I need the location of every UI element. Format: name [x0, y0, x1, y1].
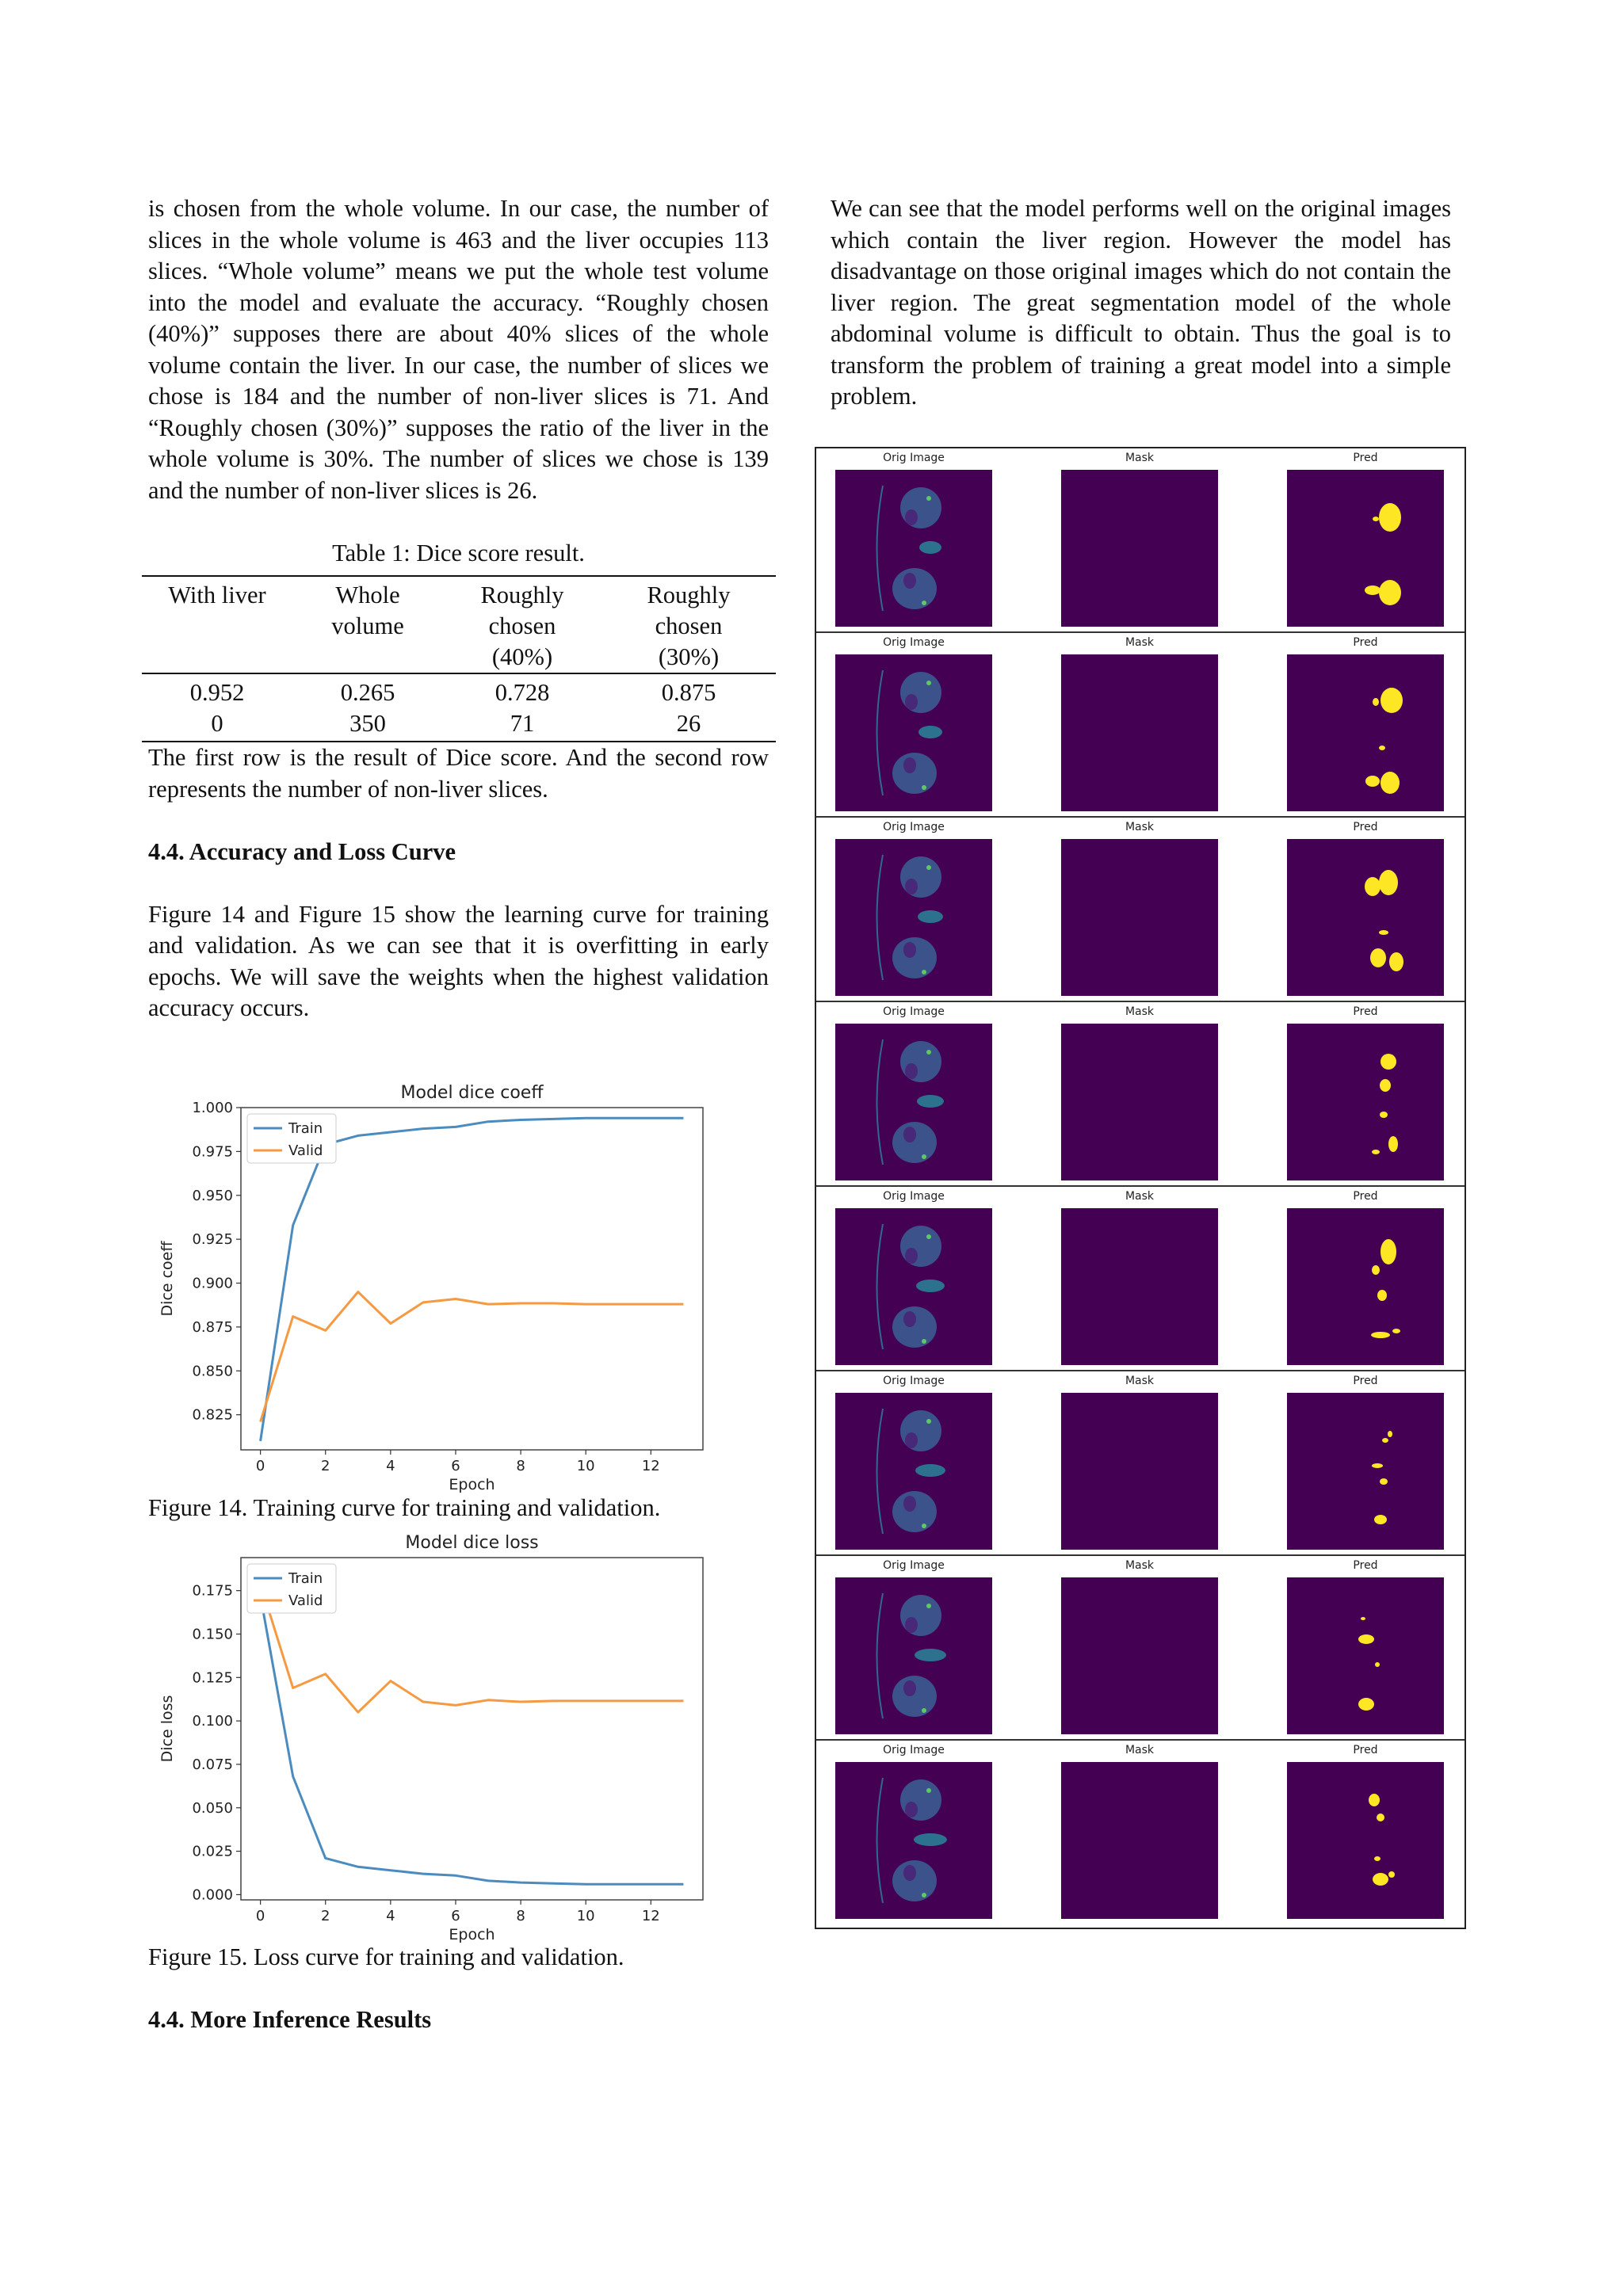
x-tick-label: 10 [576, 1458, 595, 1474]
legend-label: Train [288, 1570, 323, 1587]
body-paragraph: is chosen from the whole volume. In our case, the number of slices in the whole volume is 463 and the liver occupies 113 slices. “Whole volume” means we put the whole test volume into the model and evaluate the accuracy. “Roughly chosen (40%)” supposes there are about 40% slices of the whole volume contain the liver. In our case, the number of slices we chose is 184 and the number of non-liver slices is 71. And “Roughly chosen (30%)” supposes the ratio of the liver in the whole volume is 30%. The number of slices we chose is 139 and the number of non-liver slices is 26. [148, 195, 769, 504]
prediction-region [1375, 1662, 1380, 1667]
panel-title: Mask [1125, 1744, 1155, 1756]
prediction-image [1287, 470, 1444, 627]
table-caption: Table 1: Dice score result. [332, 539, 585, 566]
bright-spot [926, 1604, 931, 1608]
y-tick-label: 0.125 [192, 1669, 233, 1687]
prediction-region [1380, 1478, 1388, 1485]
body-outline [877, 1224, 884, 1349]
prediction-image [1287, 1577, 1444, 1734]
x-axis-label: Epoch [449, 1926, 495, 1943]
table-header-row [142, 576, 776, 673]
panel-graphic [1061, 1577, 1218, 1734]
prediction-region [1381, 772, 1400, 794]
panel-title: Mask [1125, 1375, 1155, 1387]
table-note: The first row is the result of Dice score. And the second row represents the number of non-liver slices. [148, 744, 769, 803]
y-tick-label: 0.150 [192, 1626, 233, 1643]
y-tick-label: 0.950 [192, 1187, 233, 1204]
panel-graphic [1287, 470, 1444, 627]
inference-row [816, 1371, 1465, 1556]
panel-graphic [1287, 1762, 1444, 1919]
prediction-region [1358, 1634, 1374, 1644]
dice-loss-chart [148, 1527, 774, 1943]
prediction-region [1388, 1431, 1392, 1437]
panel-graphic [1061, 1208, 1218, 1365]
x-tick-label: 0 [255, 1458, 265, 1474]
left-column [148, 193, 769, 1024]
panel-title: Pred [1353, 1744, 1378, 1756]
body-outline [877, 486, 884, 611]
dark-region [905, 1617, 918, 1633]
legend-label: Valid [288, 1592, 323, 1609]
body-outline [877, 1039, 884, 1165]
prediction-region [1373, 1873, 1388, 1886]
y-tick-label: 0.875 [192, 1318, 233, 1336]
section-heading: 4.4. More Inference Results [148, 2006, 432, 2033]
mask-image [1061, 654, 1218, 811]
panel-graphic [835, 654, 992, 811]
y-tick-label: 0.075 [192, 1756, 233, 1773]
x-tick-label: 0 [255, 1908, 265, 1924]
inference-results-figure [815, 447, 1466, 1929]
dark-region [905, 1432, 918, 1448]
dark-region [905, 1063, 918, 1079]
prediction-region [1388, 1136, 1398, 1152]
table-header-cell: Whole volume [331, 582, 404, 639]
prediction-region [1371, 1332, 1390, 1338]
bright-spot [922, 1708, 926, 1713]
panel-title: Mask [1125, 1190, 1155, 1203]
body-outline [877, 855, 884, 980]
y-tick-label: 0.000 [192, 1886, 233, 1904]
dice-score-table [142, 575, 776, 742]
prediction-region [1373, 517, 1379, 521]
panel-graphic [1287, 1208, 1444, 1365]
ct-slice-image [835, 1393, 992, 1550]
tissue-region [892, 753, 937, 794]
prediction-region [1379, 870, 1398, 895]
y-tick-label: 0.975 [192, 1143, 233, 1161]
legend [247, 1564, 336, 1613]
body-paragraph: We can see that the model performs well on the original images which contain the liver region. However the model has disadvantage on those original images which do not contain the liver region. The great segmentation model of the whole abdominal volume is difficult to obtain. Thus the goal is to transform the problem of training a great model into a simple problem. [831, 195, 1451, 410]
y-tick-label: 0.050 [192, 1799, 233, 1817]
prediction-region [1374, 1856, 1381, 1861]
body-paragraph: Figure 14 and Figure 15 show the learning curve for training and validation. As we can see that it is overfitting in early epochs. We will save the weights when the highest validation accuracy occurs. [148, 900, 769, 1021]
dark-region [905, 1248, 918, 1264]
dark-region [905, 879, 918, 894]
inference-row [816, 1741, 1465, 1925]
y-axis-label: Dice loss [158, 1695, 176, 1763]
dark-region [903, 573, 916, 589]
panel-graphic [835, 1577, 992, 1734]
panel-title: Orig Image [883, 1190, 945, 1203]
tissue-region [892, 568, 937, 609]
prediction-region [1382, 1438, 1388, 1443]
prediction-region [1379, 930, 1388, 935]
panel-title: Mask [1125, 636, 1155, 649]
panel-graphic [835, 1208, 992, 1365]
prediction-region [1389, 952, 1403, 971]
mask-image [1061, 1393, 1218, 1550]
bright-spot [922, 1339, 926, 1344]
panel-graphic [835, 839, 992, 996]
ct-slice-image [835, 654, 992, 811]
tissue-region [892, 1306, 937, 1348]
table-cell: 0.265 [340, 679, 395, 706]
panel-title: Mask [1125, 1559, 1155, 1572]
prediction-region [1365, 776, 1380, 787]
panel-title: Pred [1353, 821, 1378, 833]
body-outline [877, 670, 884, 795]
table-cell: 71 [510, 710, 535, 737]
right-column [831, 193, 1451, 413]
ct-slice-image [835, 1208, 992, 1365]
y-tick-label: 0.100 [192, 1713, 233, 1730]
prediction-region [1373, 698, 1379, 706]
panel-title: Pred [1353, 1005, 1378, 1018]
prediction-region [1377, 1814, 1384, 1821]
panel-graphic [1061, 1762, 1218, 1919]
prediction-image [1287, 839, 1444, 996]
panel-title: Orig Image [883, 1744, 945, 1756]
prediction-region [1381, 1239, 1396, 1264]
panel-title: Pred [1353, 1190, 1378, 1203]
prediction-region [1361, 1617, 1365, 1620]
legend [247, 1114, 336, 1163]
x-tick-label: 10 [576, 1908, 595, 1924]
bright-spot [922, 601, 926, 605]
prediction-region [1380, 1079, 1391, 1092]
bright-spot [926, 1788, 931, 1793]
dark-region [905, 509, 918, 525]
tissue-region [918, 910, 943, 923]
inference-row [816, 818, 1465, 1002]
panel-title: Orig Image [883, 1559, 945, 1572]
bright-spot [926, 1050, 931, 1055]
y-tick-label: 0.175 [192, 1582, 233, 1600]
prediction-image [1287, 1024, 1444, 1180]
body-outline [877, 1593, 884, 1718]
bright-spot [922, 970, 926, 974]
table-cell: 0.728 [495, 679, 550, 706]
bright-spot [922, 785, 926, 790]
x-tick-label: 8 [516, 1908, 525, 1924]
y-tick-label: 0.850 [192, 1363, 233, 1380]
panel-title: Pred [1353, 636, 1378, 649]
ct-slice-image [835, 839, 992, 996]
tissue-region [916, 1280, 945, 1292]
tissue-region [914, 1833, 947, 1846]
x-tick-label: 2 [321, 1908, 330, 1924]
prediction-region [1372, 1265, 1380, 1275]
body-outline [877, 1409, 884, 1534]
dark-region [903, 1865, 916, 1881]
legend-label: Train [288, 1120, 323, 1137]
bright-spot [926, 496, 931, 501]
dark-region [903, 942, 916, 958]
panel-graphic [1061, 654, 1218, 811]
ct-slice-image [835, 470, 992, 627]
tissue-region [917, 1095, 944, 1108]
prediction-region [1365, 877, 1381, 896]
prediction-region [1377, 1290, 1387, 1301]
tissue-region [892, 937, 937, 978]
panel-graphic [1061, 839, 1218, 996]
panel-title: Pred [1353, 1559, 1378, 1572]
panel-graphic [835, 1024, 992, 1180]
prediction-region [1379, 580, 1401, 605]
tissue-region [918, 726, 942, 738]
panel-title: Pred [1353, 452, 1378, 464]
table-cell: 0 [211, 710, 223, 737]
panel-graphic [1061, 1024, 1218, 1180]
prediction-image [1287, 1762, 1444, 1919]
tissue-region [892, 1122, 937, 1163]
inference-row [816, 1187, 1465, 1371]
table-cell: 0.875 [661, 679, 716, 706]
mask-image [1061, 1208, 1218, 1365]
panel-graphic [835, 1762, 992, 1919]
section-heading: 4.4. Accuracy and Loss Curve [148, 837, 456, 865]
mask-image [1061, 1577, 1218, 1734]
dark-region [903, 1127, 916, 1142]
panel-graphic [1061, 470, 1218, 627]
x-tick-label: 12 [641, 1458, 660, 1474]
panel-title: Mask [1125, 1005, 1155, 1018]
panel-title: Orig Image [883, 636, 945, 649]
x-tick-label: 12 [641, 1908, 660, 1924]
ct-slice-image [835, 1577, 992, 1734]
inference-row [816, 1002, 1465, 1187]
x-tick-label: 2 [321, 1458, 330, 1474]
table-header-cell: Roughly chosen (30%) [647, 582, 731, 670]
bright-spot [922, 1893, 926, 1897]
panel-graphic [1287, 1024, 1444, 1180]
dark-region [905, 694, 918, 710]
table-row [142, 708, 776, 742]
dice-coeff-chart [148, 1077, 774, 1493]
y-tick-label: 1.000 [192, 1100, 233, 1116]
bright-spot [922, 1154, 926, 1159]
prediction-region [1381, 1054, 1396, 1070]
panel-graphic [1287, 1393, 1444, 1550]
prediction-region [1392, 1329, 1400, 1333]
panel-graphic [1287, 654, 1444, 811]
dark-region [903, 1680, 916, 1696]
prediction-region [1372, 1150, 1380, 1154]
tissue-region [892, 1491, 937, 1532]
panel-title: Mask [1125, 821, 1155, 833]
ct-slice-image [835, 1762, 992, 1919]
chart-title: Model dice coeff [400, 1083, 544, 1103]
x-tick-label: 6 [451, 1908, 460, 1924]
table-header-cell: Roughly chosen (40%) [480, 582, 564, 670]
mask-image [1061, 1762, 1218, 1919]
table-cell: 0.952 [189, 679, 245, 706]
tissue-region [919, 541, 941, 554]
bright-spot [926, 1419, 931, 1424]
dark-region [905, 1802, 918, 1817]
bright-spot [922, 1524, 926, 1528]
panel-title: Orig Image [883, 821, 945, 833]
panel-title: Orig Image [883, 1005, 945, 1018]
inference-row [816, 1556, 1465, 1741]
panel-graphic [1287, 1577, 1444, 1734]
mask-image [1061, 470, 1218, 627]
ct-slice-image [835, 1024, 992, 1180]
prediction-region [1370, 948, 1386, 967]
x-tick-label: 8 [516, 1458, 525, 1474]
x-tick-label: 4 [386, 1908, 395, 1924]
prediction-image [1287, 654, 1444, 811]
prediction-region [1379, 503, 1401, 532]
panel-graphic [835, 1393, 992, 1550]
prediction-region [1358, 1698, 1374, 1711]
tissue-region [892, 1860, 937, 1901]
table-row [142, 673, 776, 708]
panel-title: Orig Image [883, 452, 945, 464]
table-cell: 350 [349, 710, 386, 737]
prediction-region [1380, 1112, 1388, 1118]
tissue-region [892, 1676, 937, 1717]
panel-title: Mask [1125, 452, 1155, 464]
tissue-region [915, 1649, 946, 1661]
y-axis-label: Dice coeff [158, 1241, 176, 1317]
table-header-cell: With liver [168, 582, 266, 608]
dark-region [903, 1311, 916, 1327]
body-outline [877, 1778, 884, 1903]
panel-graphic [1061, 1393, 1218, 1550]
figure-15-caption: Figure 15. Loss curve for training and validation. [148, 1943, 624, 1970]
prediction-region [1374, 1515, 1387, 1524]
prediction-region [1379, 746, 1385, 750]
panel-title: Pred [1353, 1375, 1378, 1387]
bright-spot [926, 1234, 931, 1239]
table-cell: 26 [676, 710, 701, 737]
prediction-image [1287, 1393, 1444, 1550]
inference-row [816, 448, 1465, 633]
inference-row [816, 633, 1465, 818]
prediction-region [1372, 1463, 1383, 1468]
panel-graphic [1287, 839, 1444, 996]
figure-14-caption: Figure 14. Training curve for training and validation. [148, 1494, 661, 1521]
x-axis-label: Epoch [449, 1476, 495, 1493]
dark-region [903, 1496, 916, 1512]
prediction-region [1381, 688, 1403, 713]
y-tick-label: 0.925 [192, 1231, 233, 1249]
legend-label: Valid [288, 1142, 323, 1159]
panel-title: Orig Image [883, 1375, 945, 1387]
mask-image [1061, 1024, 1218, 1180]
prediction-region [1388, 1871, 1395, 1878]
x-tick-label: 6 [451, 1458, 460, 1474]
bright-spot [926, 865, 931, 870]
mask-image [1061, 839, 1218, 996]
y-tick-label: 0.900 [192, 1275, 233, 1292]
bright-spot [926, 681, 931, 685]
prediction-region [1365, 585, 1381, 595]
y-tick-label: 0.025 [192, 1843, 233, 1860]
dark-region [903, 757, 916, 773]
y-tick-label: 0.825 [192, 1406, 233, 1424]
panel-graphic [835, 470, 992, 627]
prediction-image [1287, 1208, 1444, 1365]
tissue-region [915, 1464, 945, 1477]
prediction-region [1369, 1794, 1380, 1806]
x-tick-label: 4 [386, 1458, 395, 1474]
chart-title: Model dice loss [405, 1533, 539, 1553]
